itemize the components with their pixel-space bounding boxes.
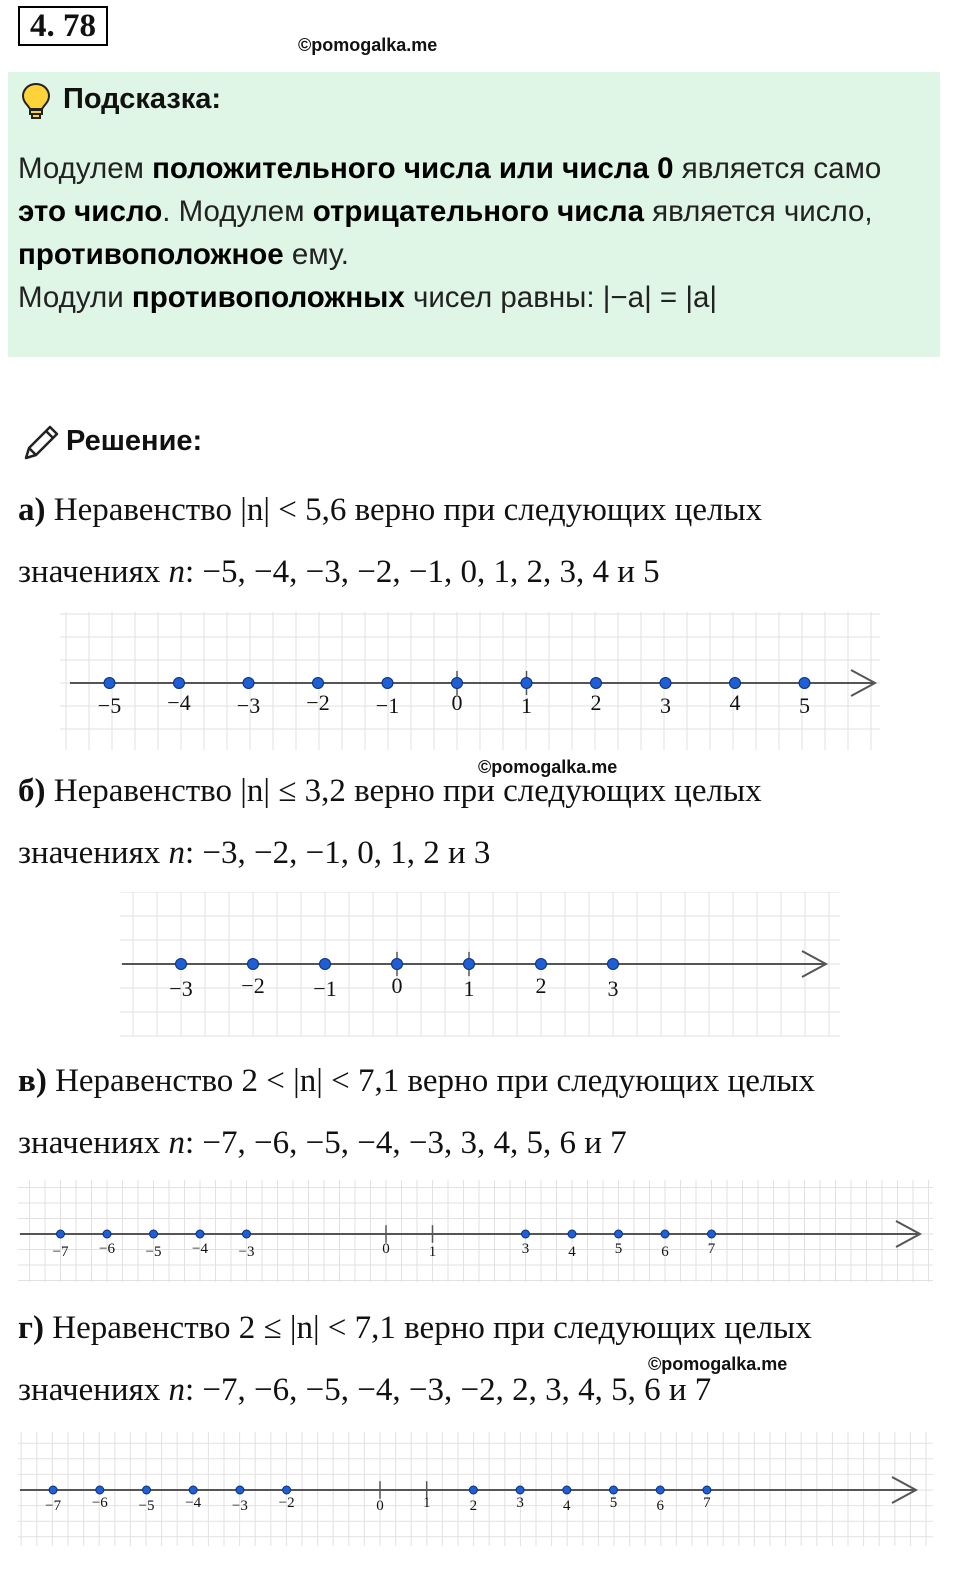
tick-label: 1 (463, 976, 475, 1001)
point (730, 678, 741, 689)
point (189, 1486, 197, 1494)
tick-label: −4 (185, 1495, 202, 1511)
point (150, 1230, 158, 1238)
point (464, 959, 475, 970)
watermark: ©pomogalka.me (478, 757, 618, 777)
part-g-text: г) Неравенство 2 ≤ |n| < 7,1 верно при следующих целых значениях n: −7, −6, −5, −4, −3, −2, 2, 3, 4, 5, 6 и 7 (18, 1310, 812, 1408)
tick-label: −5 (138, 1498, 155, 1514)
point (610, 1486, 618, 1494)
tick-label: −7 (52, 1244, 69, 1260)
tick-label: −5 (97, 693, 122, 718)
point (469, 1486, 477, 1494)
point (283, 1486, 291, 1494)
point (174, 678, 185, 689)
part-v-text: в) Неравенство 2 < |n| < 7,1 верно при следующих целых значениях n: −7, −6, −5, −4, −3, 3, 4, 5, 6 и 7 (18, 1063, 816, 1161)
part-a-text: а) Неравенство |n| < 5,6 верно при следующих целых значениях n: −5, −4, −3, −2, −1, 0, 1, 2, 3, 4 и 5 (18, 492, 763, 590)
point (703, 1486, 711, 1494)
tick-label: 4 (729, 690, 741, 715)
tick-label: −2 (241, 973, 265, 998)
point (313, 678, 324, 689)
tick-label: 1 (521, 693, 532, 718)
tick-label: −1 (313, 976, 337, 1001)
point (104, 678, 115, 689)
tick-label: −7 (45, 1498, 62, 1514)
tick-label: 0 (391, 973, 403, 998)
lightbulb-icon (20, 82, 52, 120)
point (608, 959, 619, 970)
point (49, 1486, 57, 1494)
number-line-v (18, 1180, 933, 1282)
point (392, 959, 403, 970)
solution-title: Решение: (66, 425, 203, 457)
point (799, 678, 810, 689)
tick-label: 4 (568, 1244, 576, 1260)
part-b-text: б) Неравенство |n| ≤ 3,2 верно при следующих целых значениях n: −3, −2, −1, 0, 1, 2 и 3 (18, 773, 762, 871)
tick-label: 6 (656, 1498, 664, 1514)
tick-label: 5 (799, 693, 810, 718)
tick-label: −3 (169, 976, 193, 1001)
point (591, 678, 602, 689)
point (382, 678, 393, 689)
tick-label: 4 (563, 1498, 571, 1514)
point (656, 1486, 664, 1494)
tick-label: −3 (231, 1498, 248, 1514)
hint-title: Подсказка: (63, 83, 222, 115)
tick-label: −6 (91, 1495, 108, 1511)
tick-label: −4 (192, 1241, 208, 1257)
point (248, 959, 259, 970)
tick-label: 1 (422, 1495, 431, 1511)
point (196, 1230, 204, 1238)
point (243, 1230, 251, 1238)
point (243, 678, 254, 689)
tick-label: −2 (278, 1495, 295, 1511)
tick-label: 3 (660, 693, 671, 718)
point (563, 1486, 571, 1494)
point (176, 959, 187, 970)
tick-label: 7 (707, 1241, 716, 1257)
point (661, 1230, 669, 1238)
tick-label: −3 (236, 693, 261, 718)
watermark: ©pomogalka.me (648, 1354, 788, 1374)
number-line-a (60, 612, 880, 750)
tick-label: 2 (535, 973, 547, 998)
tick-label: 7 (703, 1495, 711, 1511)
tick-label: 2 (590, 690, 602, 715)
point (708, 1230, 716, 1238)
point (568, 1230, 576, 1238)
point (103, 1230, 111, 1238)
tick-label: 3 (516, 1495, 524, 1511)
number-line-g (18, 1432, 933, 1546)
point (320, 959, 331, 970)
point (660, 678, 671, 689)
point (536, 959, 547, 970)
point (521, 678, 532, 689)
tick-label: 3 (607, 976, 619, 1001)
tick-label: −5 (145, 1244, 162, 1260)
point (516, 1486, 524, 1494)
tick-label: −4 (167, 690, 191, 715)
point (452, 678, 463, 689)
point (143, 1486, 151, 1494)
tick-label: 6 (661, 1244, 669, 1260)
tick-label: −6 (99, 1241, 115, 1257)
number-line-b (120, 892, 840, 1037)
point (57, 1230, 65, 1238)
point (96, 1486, 104, 1494)
point (236, 1486, 244, 1494)
problem-number: 4. 78 (18, 6, 108, 46)
tick-label: 3 (521, 1241, 530, 1257)
tick-label: 1 (428, 1244, 437, 1260)
tick-label: 5 (609, 1495, 618, 1511)
point (522, 1230, 530, 1238)
tick-label: −2 (306, 690, 330, 715)
tick-label: −1 (375, 693, 400, 718)
point (615, 1230, 623, 1238)
hint-text: Модулем положительного числа или числа 0 является само это число. Модулем отрицательного числа является число, противоположное ему. Модули противоположных чисел равны: |−a| = |a| (18, 152, 882, 314)
tick-label: 2 (469, 1498, 478, 1514)
tick-label: 0 (382, 1241, 390, 1257)
tick-label: 5 (614, 1241, 623, 1257)
tick-label: 0 (376, 1498, 384, 1514)
tick-label: −3 (238, 1244, 255, 1260)
tick-label: 0 (451, 690, 463, 715)
pencil-icon (20, 422, 62, 464)
watermark: ©pomogalka.me (298, 35, 438, 55)
